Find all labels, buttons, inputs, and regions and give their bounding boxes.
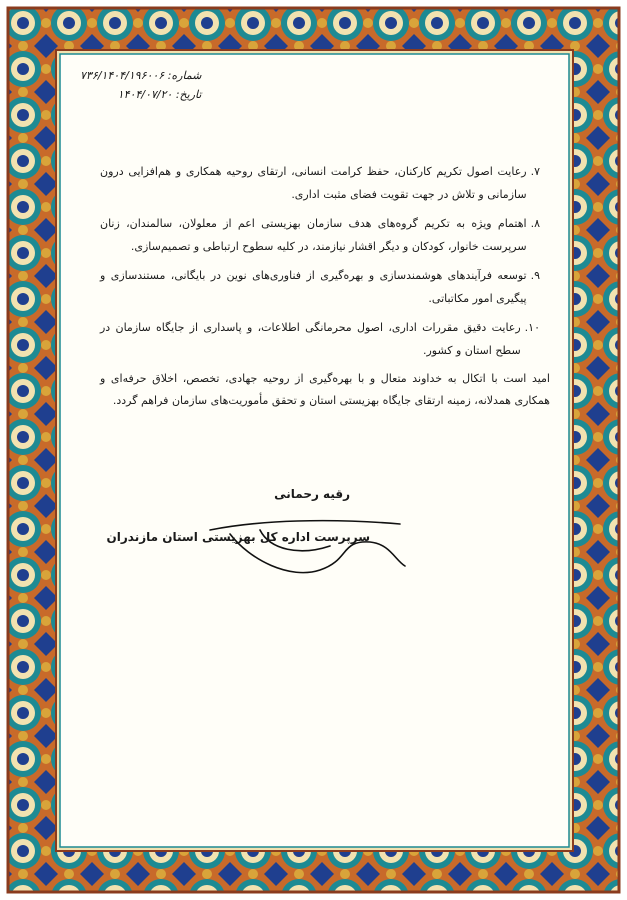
letter-number-value: ۷۳۶/۱۴۰۴/۱۹۶۰۰۶	[80, 69, 165, 82]
list-item	[100, 264, 540, 310]
list-item	[100, 160, 540, 206]
item-text: توسعه فرآیندهای هوشمندسازی و بهره‌گیری از فناوری‌های نوین در بایگانی، مستندسازی و پیگیری امور مکاتباتی.	[100, 269, 527, 305]
item-number: ۸.	[530, 217, 540, 230]
item-number: ۷.	[530, 165, 540, 178]
letter-number-row	[80, 66, 201, 85]
letter-meta	[80, 66, 201, 104]
letter-date-value: ۱۴۰۴/۰۷/۲۰	[117, 88, 173, 101]
item-text: رعایت اصول تکریم کارکنان، حفظ کرامت انسانی، ارتقای روحیه همکاری و هم‌افزایی درون سازمانی و تلاش در جهت تقویت فضای مثبت اداری.	[100, 165, 527, 201]
letter-date-label: تاریخ:	[175, 88, 202, 101]
item-text: رعایت دقیق مقررات اداری، اصول محرمانگی اطلاعات، و پاسداری از جایگاه سازمان در سطح استان و کشور.	[100, 321, 521, 357]
closing-paragraph: امید است با اتکال به خداوند متعال و با بهره‌گیری از روحیه جهادی، تخصص، اخلاق حرفه‌ای و همکاری همدلانه، زمینه ارتقای جایگاه بهزیستی استان و تحقق مأموریت‌های سازمان فراهم گردد.	[100, 372, 550, 407]
signer-name: رقیه رحمانی	[274, 487, 350, 501]
list-item	[100, 316, 540, 362]
item-number: ۹.	[530, 269, 540, 282]
letter-content	[80, 60, 550, 820]
directive-list	[100, 160, 540, 368]
letter-date-row	[80, 85, 201, 104]
list-item	[100, 212, 540, 258]
signer-title: سرپرست اداره کل بهزیستی استان مازندران	[106, 530, 370, 544]
handwritten-signature	[200, 500, 420, 590]
item-number: ۱۰.	[524, 321, 540, 334]
letter-number-label: شماره:	[167, 69, 202, 82]
item-text: اهتمام ویژه به تکریم گروه‌های هدف سازمان بهزیستی اعم از معلولان، سالمندان، زنان سرپرست خانوار، کودکان و دیگر اقشار نیازمند، در کلیه سطوح ارتباطی و تصمیم‌سازی.	[100, 217, 527, 253]
